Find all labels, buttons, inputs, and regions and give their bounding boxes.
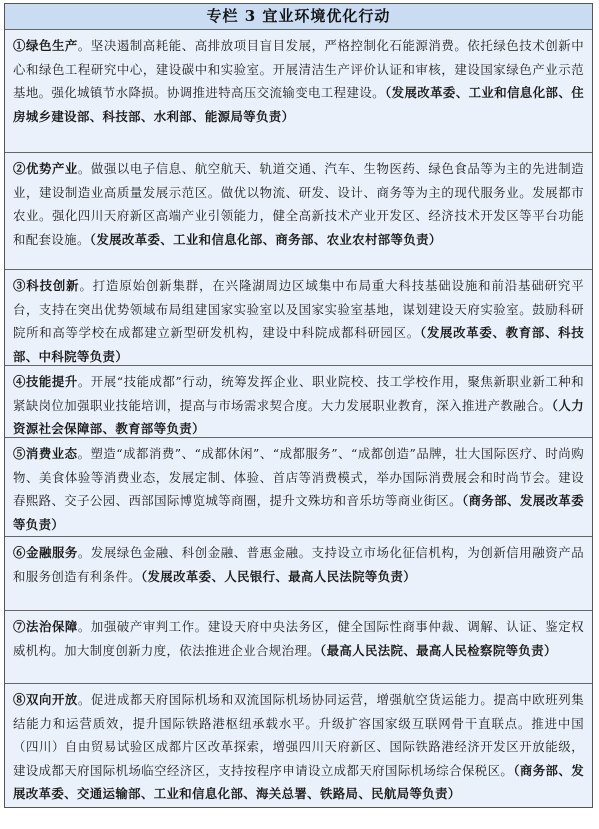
responsible-departments: （商务部、发展改革委等负责） — [13, 493, 584, 532]
section-heading: 双向开放 — [25, 692, 78, 707]
section-body: 。做强以电子信息、航空航天、轨道交通、汽车、生物医药、绿色食品等为主的先进制造业，建设制造业高质量发展示范区。做优以物流、研发、设计、商务等为主的现代服务业。发展都市农业。强化四川天府新区高端产业引领能力，健全高新技术产业开发区、经济技术开发区等平台功能和配套设施。 — [13, 161, 584, 247]
section-heading: 科技创新 — [26, 278, 80, 293]
section-body: 。发展绿色金融、科创金融、普惠金融。支持设立市场化征信机构，为创新信用融资产品和服务创造有利条件。 — [13, 545, 584, 584]
section-body: 。加强破产审判工作。建设天府中央法务区，健全国际性商事仲裁、调解、认证、鉴定权威机构。加大制度创新力度，依法推进企业合规治理。 — [13, 619, 584, 658]
responsible-departments: （最高人民法院、最高人民检察院等负责） — [319, 642, 557, 658]
section-number: ⑦ — [13, 619, 26, 634]
section-number: ③ — [13, 278, 27, 293]
section-body: 。塑造“成都消费”、“成都休闲”、“成都服务”、“成都创造”品牌，壮大国际医疗、时尚购物、美食体验等消费业态，发展定制、体验、首店等消费模式，举办国际消费展会和时尚节会。建设春熙路、交子公园、西部国际博览城等商圈，提升文殊坊和音乐坊等商业街区。 — [13, 446, 585, 508]
section-consumption — [5, 438, 592, 537]
section-opening-up — [5, 684, 592, 829]
section-heading: 消费业态 — [25, 446, 78, 461]
section-heading: 技能提升 — [25, 374, 78, 389]
responsible-departments: （发展改革委、教育部、科技部、中科院等负责） — [13, 325, 585, 364]
section-heading: 法治保障 — [25, 619, 78, 634]
section-number: ④ — [13, 374, 26, 389]
section-skills — [5, 366, 592, 438]
section-green-production — [5, 30, 592, 153]
section-body: 。打造原始创新集群，在兴隆湖周边区域集中布局重大科技基础设施和前沿基础研究平台，支持在突出优势领域布局组建国家实验室以及国家实验室基地，谋划建设天府实验室。鼓励科研院所和高等学校在成都建立新型研发机构，建设中科院成都科研园区。 — [13, 278, 584, 340]
section-heading: 金融服务 — [25, 545, 78, 560]
responsible-departments: （商务部、发展改革委、交通运输部、工业和信息化部、海关总署、铁路局、民航局等负责） — [13, 762, 584, 801]
section-body: 。坚决遏制高耗能、高排放项目盲目发展，严格控制化石能源消费。依托绿色技术创新中心和绿色工程研究中心，建设碳中和实验室。开展清洁生产评价认证和审核，建设国家绿色产业示范基地。强化城镇节水降损。协调推进特高压交流输变电工程建设。 — [13, 38, 584, 100]
responsible-departments: （发展改革委、人民银行、最高人民法院等负责） — [140, 568, 417, 584]
section-finance — [5, 537, 592, 611]
section-tech-innovation — [5, 270, 592, 366]
section-number: ⑧ — [13, 692, 26, 707]
section-rule-of-law — [5, 611, 592, 684]
section-heading: 优势产业 — [25, 161, 78, 176]
section-number: ② — [13, 161, 26, 176]
section-advantage-industry — [5, 153, 592, 270]
section-number: ⑤ — [13, 446, 26, 461]
responsible-departments: （人力资源社会保障部、教育部等负责） — [13, 397, 584, 436]
section-body: 。开展“技能成都”行动，统筹发挥企业、职业院校、技工学校作用，聚焦新职业新工种和紧缺岗位加强职业技能培训，提高与市场需求契合度。大力发展职业教育，深入推进产教融合。 — [13, 374, 585, 413]
section-number: ① — [13, 38, 26, 53]
section-heading: 绿色生产 — [25, 38, 78, 53]
responsible-departments: （发展改革委、工业和信息化部、商务部、农业农村部等负责） — [89, 231, 442, 247]
column-box — [4, 3, 593, 808]
responsible-departments: （发展改革委、工业和信息化部、住房城乡建设部、科技部、水利部、能源局等负责） — [13, 85, 584, 124]
column-title: 专栏 3 宜业环境优化行动 — [5, 4, 592, 30]
section-number: ⑥ — [13, 545, 26, 560]
section-body: 。促进成都天府国际机场和双流国际机场协同运营，增强航空货运能力。提高中欧班列集结能力和运营质效，提升国际铁路港枢纽承载水平。升级扩容国家级互联网骨干直联点。推进中国（四川）自由贸易试验区成都片区改革探索，增强四川天府新区、国际铁路港经济开发区开放能级，建设成都天府国际机场临空经济区，支持按程序申请设立成都天府国际机场综合保税区。 — [13, 692, 584, 778]
